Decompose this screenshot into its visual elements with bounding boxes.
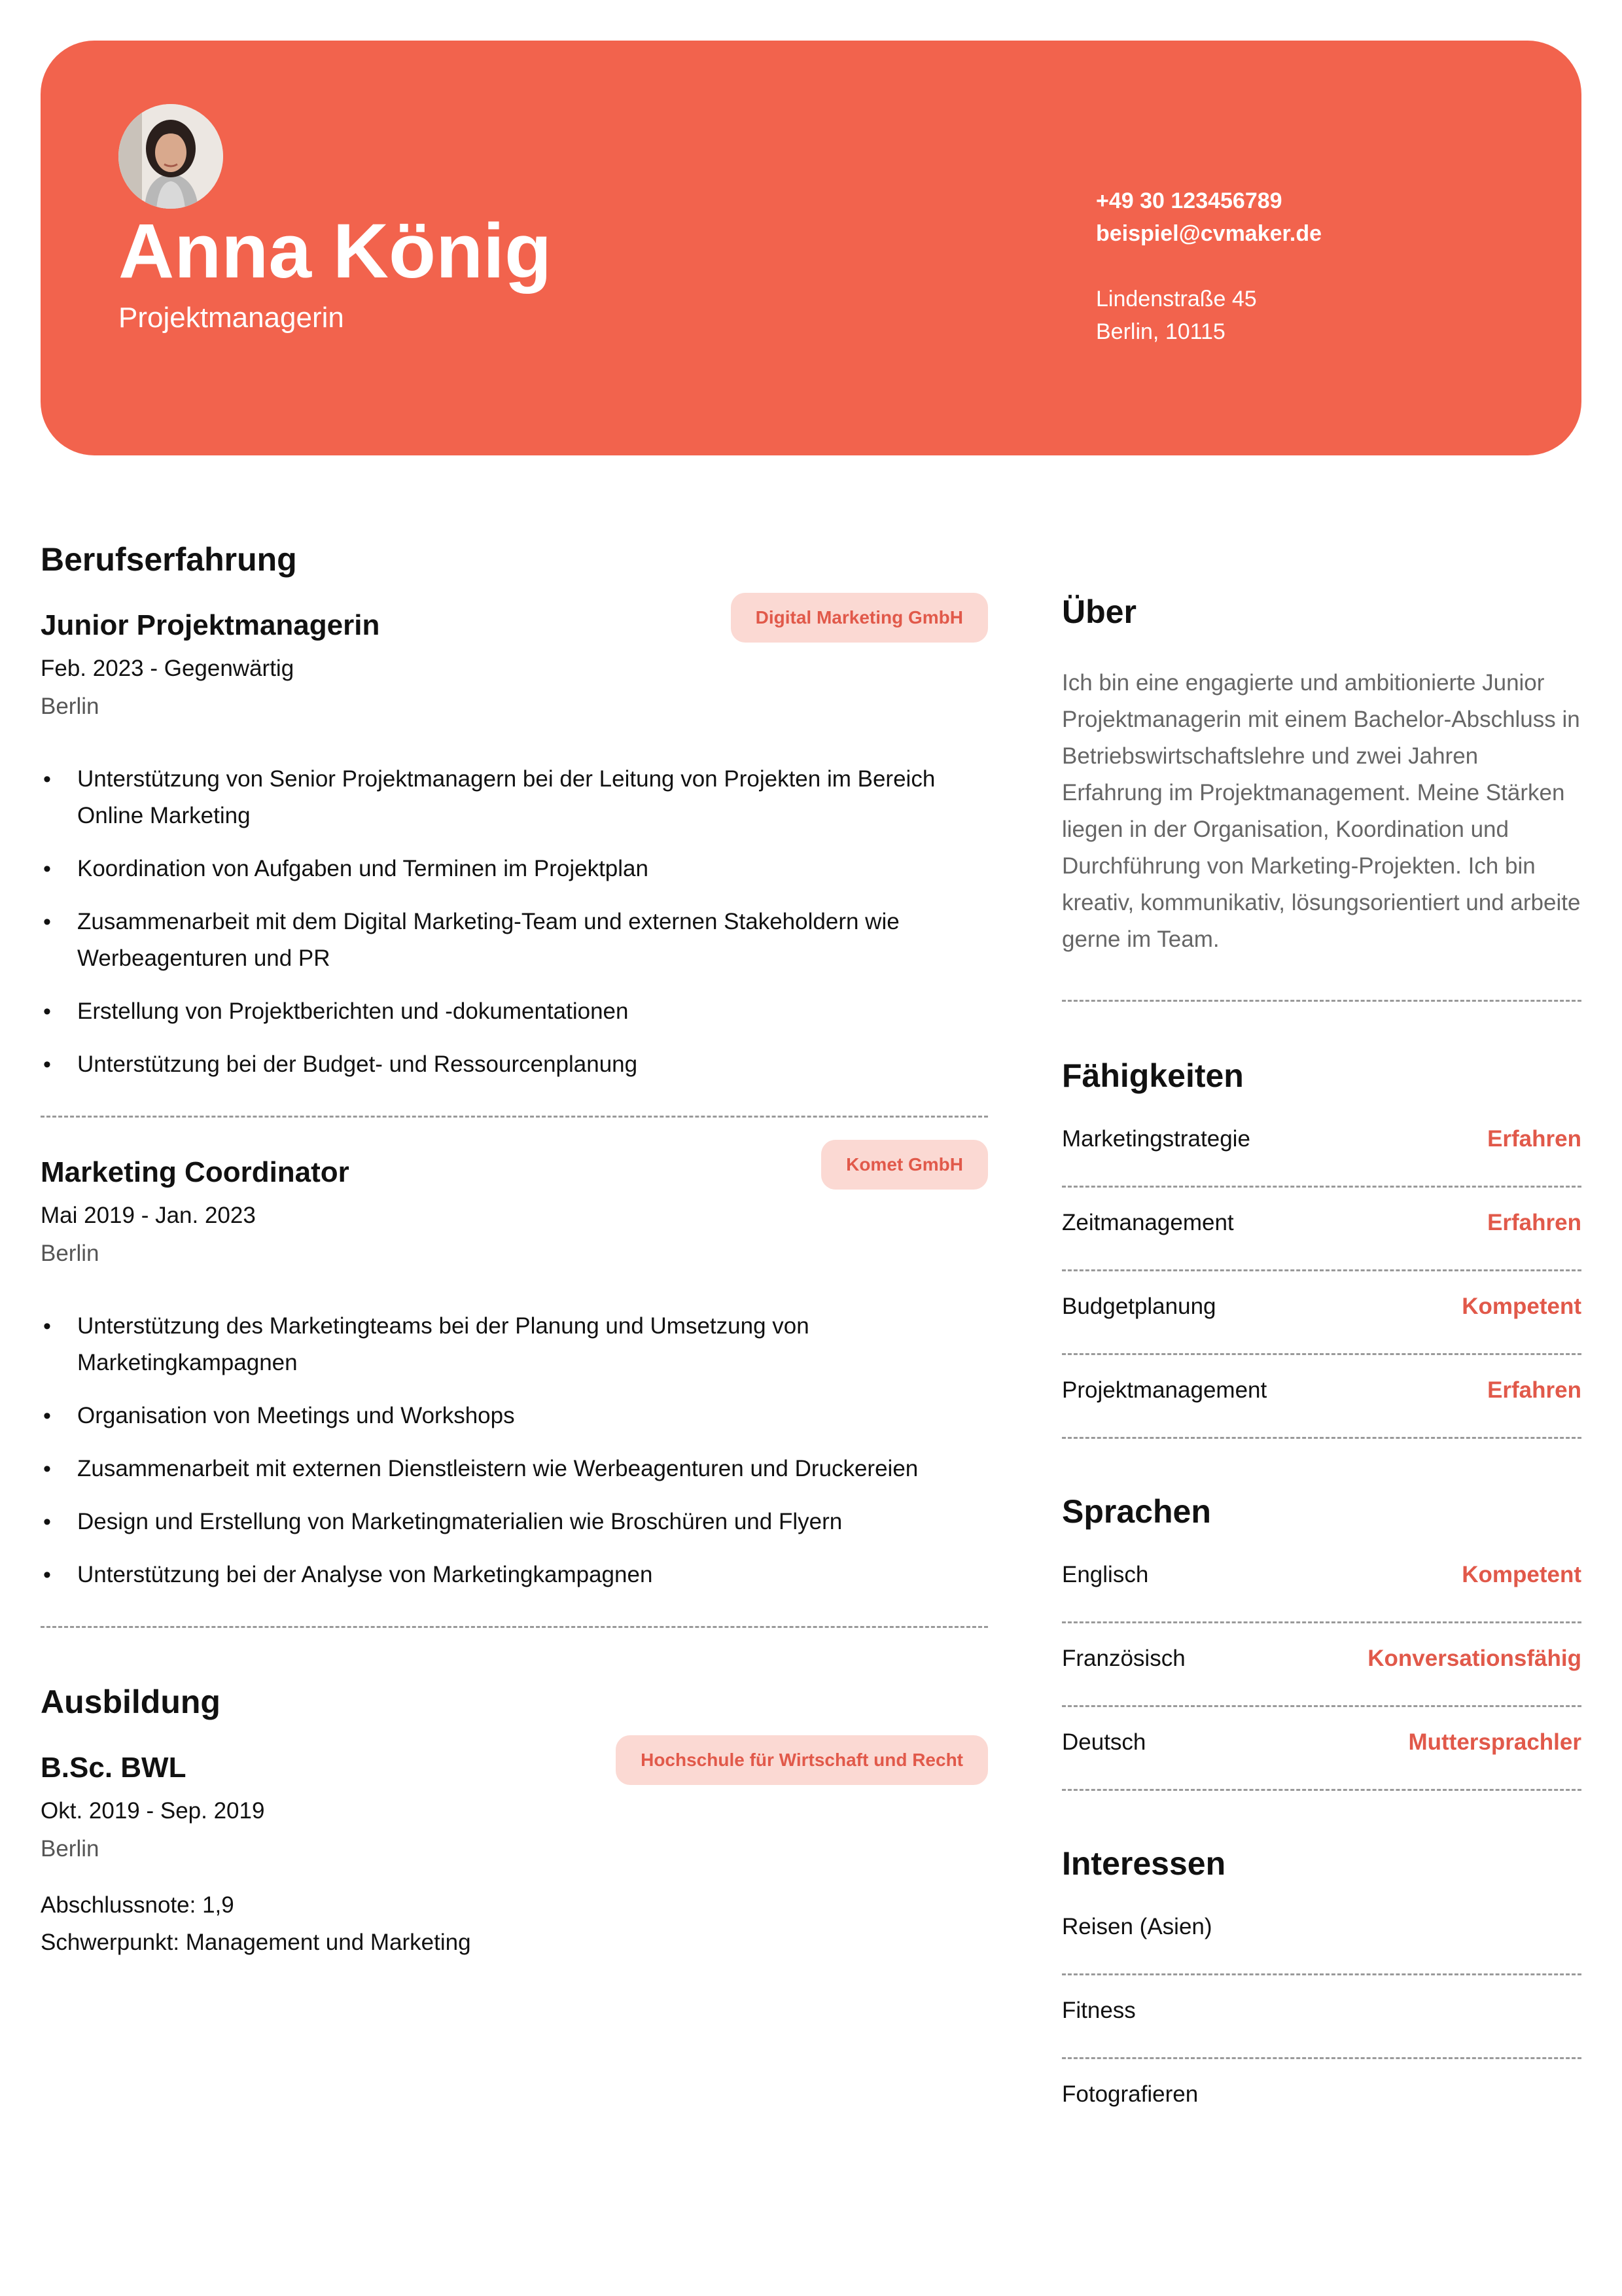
job-dates: Mai 2019 - Jan. 2023 xyxy=(41,1203,256,1228)
job-bullet: • Koordination von Aufgaben und Terminen im Projektplan xyxy=(41,851,988,887)
experience-heading: Berufserfahrung xyxy=(41,541,297,578)
skills-heading: Fähigkeiten xyxy=(1062,1057,1244,1094)
education-header xyxy=(41,1747,988,1789)
street-address: Lindenstraße 45 xyxy=(1096,287,1257,311)
language-level: Kompetent xyxy=(1462,1562,1581,1587)
interest-item: Reisen (Asien) xyxy=(1062,1914,1212,1939)
job-bullet: • Unterstützung des Marketingteams bei der Planung und Umsetzung von Marketingkampagnen xyxy=(41,1308,988,1381)
divider xyxy=(41,1626,988,1628)
contact-spacer xyxy=(1096,250,1322,283)
education-dates: Okt. 2019 - Sep. 2019 xyxy=(41,1798,265,1824)
job-header xyxy=(41,605,988,646)
language-name: Deutsch xyxy=(1062,1729,1146,1755)
job-bullet: • Zusammenarbeit mit externen Dienstleistern wie Werbeagenturen und Druckereien xyxy=(41,1451,988,1487)
skill-row xyxy=(1062,1271,1581,1355)
avatar xyxy=(118,104,223,209)
phone-number[interactable]: +49 30 123456789 xyxy=(1096,188,1282,213)
job-bullets xyxy=(41,761,988,1083)
skills-list xyxy=(1062,1104,1581,1439)
company-badge: Digital Marketing GmbH xyxy=(731,593,988,643)
education-grade: Abschlussnote: 1,9 xyxy=(41,1892,234,1918)
job-header xyxy=(41,1152,988,1193)
language-level: Muttersprachler xyxy=(1408,1729,1581,1755)
left-column xyxy=(41,537,988,1961)
skill-level: Erfahren xyxy=(1487,1210,1581,1235)
job-dates: Feb. 2023 - Gegenwärtig xyxy=(41,656,294,681)
education-focus: Schwerpunkt: Management und Marketing xyxy=(41,1930,471,1955)
education-entry xyxy=(41,1747,988,1961)
city-address: Berlin, 10115 xyxy=(1096,319,1225,344)
language-level: Konversationsfähig xyxy=(1367,1646,1581,1671)
skill-level: Erfahren xyxy=(1487,1377,1581,1403)
job-bullets xyxy=(41,1308,988,1593)
skill-row xyxy=(1062,1104,1581,1188)
job-entry xyxy=(41,1152,988,1593)
interest-item: Fitness xyxy=(1062,1998,1136,2023)
company-badge: Komet GmbH xyxy=(821,1140,988,1190)
job-bullet: • Erstellung von Projektberichten und -dokumentationen xyxy=(41,993,988,1030)
job-bullet: • Unterstützung bei der Budget- und Ressourcenplanung xyxy=(41,1046,988,1083)
interests-heading: Interessen xyxy=(1062,1845,1226,1882)
job-title: Marketing Coordinator xyxy=(41,1156,349,1188)
right-column xyxy=(1062,589,1581,2143)
job-bullet: • Unterstützung von Senior Projektmanagern bei der Leitung von Projekten im Bereich Online Marketing xyxy=(41,761,988,834)
education-location: Berlin xyxy=(41,1836,99,1862)
job-bullet: • Organisation von Meetings und Workshops xyxy=(41,1398,988,1434)
skill-name: Budgetplanung xyxy=(1062,1294,1216,1319)
skill-name: Projektmanagement xyxy=(1062,1377,1267,1403)
education-heading: Ausbildung xyxy=(41,1684,220,1720)
education-details xyxy=(41,1886,988,1961)
languages-list xyxy=(1062,1540,1581,1791)
job-location: Berlin xyxy=(41,694,99,719)
skill-row xyxy=(1062,1355,1581,1439)
about-heading: Über xyxy=(1062,593,1137,630)
skill-level: Kompetent xyxy=(1462,1294,1581,1319)
job-bullet: • Unterstützung bei der Analyse von Marketingkampagnen xyxy=(41,1557,988,1593)
language-name: Französisch xyxy=(1062,1646,1186,1671)
skill-name: Zeitmanagement xyxy=(1062,1210,1234,1235)
header-banner xyxy=(41,41,1581,455)
email-address[interactable]: beispiel@cvmaker.de xyxy=(1096,221,1322,246)
interest-item: Fotografieren xyxy=(1062,2081,1199,2107)
interests-list xyxy=(1062,1892,1581,2143)
divider xyxy=(1062,1000,1581,1002)
divider xyxy=(41,1116,988,1118)
languages-heading: Sprachen xyxy=(1062,1493,1211,1530)
skill-name: Marketingstrategie xyxy=(1062,1126,1250,1152)
job-bullet: • Design und Erstellung von Marketingmaterialien wie Broschüren und Flyern xyxy=(41,1504,988,1540)
candidate-role: Projektmanagerin xyxy=(118,302,344,334)
degree-title: B.Sc. BWL xyxy=(41,1752,186,1784)
language-row xyxy=(1062,1540,1581,1623)
job-bullet: • Zusammenarbeit mit dem Digital Marketing-Team und externen Stakeholdern wie Werbeagenturen und PR xyxy=(41,904,988,977)
interest-row xyxy=(1062,2059,1581,2143)
candidate-name: Anna König xyxy=(118,208,552,294)
job-entry xyxy=(41,605,988,1083)
job-location: Berlin xyxy=(41,1241,99,1266)
skill-row xyxy=(1062,1188,1581,1271)
school-badge: Hochschule für Wirtschaft und Recht xyxy=(616,1735,988,1785)
language-row xyxy=(1062,1707,1581,1791)
contact-block xyxy=(1096,185,1322,348)
language-name: Englisch xyxy=(1062,1562,1149,1587)
about-text: Ich bin eine engagierte und ambitionierte Junior Projektmanagerin mit einem Bachelor-Abschluss in Betriebswirtschaftslehre und zwei Jahren Erfahrung im Projektmanagement. Meine Stärken liegen in der Organisation, Koordination und Durchführung von Marketing-Projekten. Ich bin kreativ, kommunikativ, lösungsorientiert und arbeite gerne im Team. xyxy=(1062,670,1581,952)
interest-row xyxy=(1062,1975,1581,2059)
job-title: Junior Projektmanagerin xyxy=(41,609,380,641)
interest-row xyxy=(1062,1892,1581,1975)
profile-photo-icon xyxy=(118,104,223,209)
skill-level: Erfahren xyxy=(1487,1126,1581,1152)
language-row xyxy=(1062,1623,1581,1707)
